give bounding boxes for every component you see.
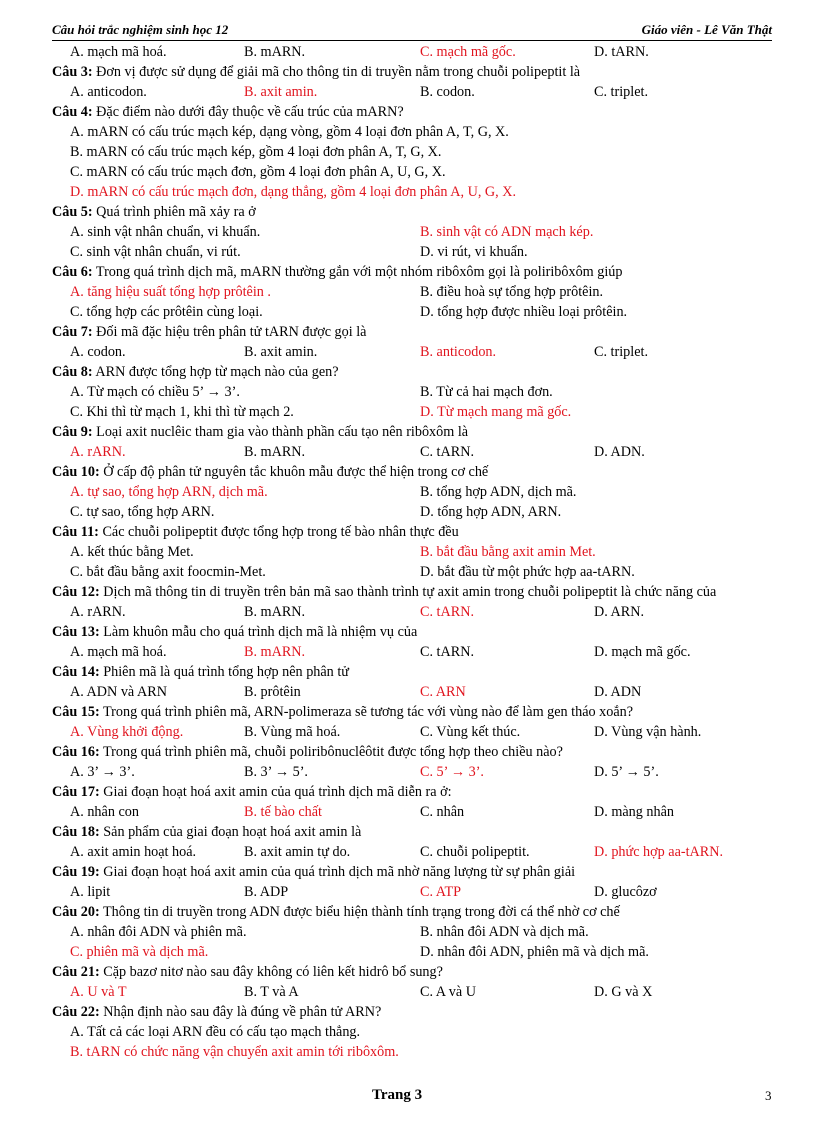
answer-options-row (52, 1042, 774, 1062)
question-list (52, 42, 774, 1062)
answer-option: B. 3’ → 5’. (244, 764, 308, 780)
answer-option: C. tự sao, tổng hợp ARN. (70, 504, 215, 520)
question-number: Câu 8: (52, 364, 93, 380)
answer-options-row (52, 482, 774, 502)
correct-answer-option: C. mạch mã gốc. (420, 44, 516, 60)
question-number: Câu 9: (52, 424, 93, 440)
answer-options-row (52, 562, 774, 582)
correct-answer-option: C. ATP (420, 884, 462, 900)
question (52, 262, 774, 282)
answer-option: C. nhân (420, 804, 465, 820)
answer-option: D. tổng hợp được nhiều loại prôtêin. (420, 304, 628, 320)
question-text: Trong quá trình phiên mã, chuỗi poliribônuclêôtit được tổng hợp theo chiều nào? (99, 744, 563, 760)
answer-options-row (52, 1022, 774, 1042)
question-text: Quá trình phiên mã xảy ra ở (92, 204, 256, 220)
question-number: Câu 12: (52, 584, 100, 600)
correct-answer-option: B. anticodon. (420, 344, 497, 360)
question-text: Cặp bazơ nitơ nào sau đây không có liên kết hidrô bổ sung? (99, 964, 443, 980)
answer-option: B. codon. (420, 84, 475, 100)
correct-answer-option: C. tARN. (420, 604, 474, 620)
answer-option: A. 3’ → 3’. (70, 764, 135, 780)
answer-options-row (52, 82, 774, 102)
answer-options-row (52, 542, 774, 562)
question-number: Câu 11: (52, 524, 99, 540)
answer-options-row (52, 402, 774, 422)
answer-option: D. G và X (594, 984, 653, 1000)
answer-option: C. Vùng kết thúc. (420, 724, 521, 740)
answer-options-row (52, 382, 774, 402)
correct-answer-option: A. rARN. (70, 444, 126, 460)
question-text: Sản phẩm của giai đoạn hoạt hoá axit amin là (99, 824, 362, 840)
question (52, 322, 774, 342)
answer-option: D. mạch mã gốc. (594, 644, 691, 660)
header-subject: Câu hỏi trắc nghiệm sinh học 12 (52, 22, 229, 37)
correct-answer-option: C. ARN (420, 684, 466, 700)
question-number: Câu 10: (52, 464, 100, 480)
answer-option: D. bắt đầu từ một phức hợp aa-tARN. (420, 564, 635, 580)
answer-options-row (52, 162, 774, 182)
question (52, 902, 774, 922)
answer-options-row (52, 342, 774, 362)
answer-option: C. tARN. (420, 444, 474, 460)
correct-answer-option: B. mARN. (244, 644, 306, 660)
answer-options-row (52, 942, 774, 962)
answer-option: D. glucôzơ (594, 884, 657, 900)
answer-option: C. tARN. (420, 644, 474, 660)
answer-option: C. sinh vật nhân chuẩn, vi rút. (70, 244, 241, 260)
answer-option: D. ARN. (594, 604, 645, 620)
question-number: Câu 21: (52, 964, 100, 980)
answer-options-row (52, 122, 774, 142)
answer-option: D. màng nhân (594, 804, 674, 820)
answer-option: B. Từ cả hai mạch đơn. (420, 384, 553, 400)
answer-options-row (52, 222, 774, 242)
correct-answer-option: B. tế bào chất (244, 804, 323, 820)
answer-option: B. mARN. (244, 444, 306, 460)
answer-option: A. rARN. (70, 604, 126, 620)
answer-options-row (52, 922, 774, 942)
question (52, 362, 774, 382)
question-number: Câu 4: (52, 104, 93, 120)
answer-options-row (52, 882, 774, 902)
answer-options-row (52, 42, 774, 62)
correct-answer-option: B. bắt đầu bằng axit amin Met. (420, 544, 596, 560)
question-number: Câu 14: (52, 664, 100, 680)
answer-option: C. A và U (420, 984, 476, 1000)
correct-answer-option: B. sinh vật có ADN mạch kép. (420, 224, 594, 240)
answer-option: A. codon. (70, 344, 126, 360)
answer-option: B. axit amin tự do. (244, 844, 351, 860)
question (52, 782, 774, 802)
question-text: Đặc điểm nào dưới đây thuộc về cấu trúc của mARN? (92, 104, 404, 120)
question-number: Câu 19: (52, 864, 100, 880)
answer-option: B. mARN. (244, 44, 306, 60)
correct-answer-option: B. tARN có chức năng vận chuyển axit amin tới ribôxôm. (70, 1044, 399, 1060)
answer-option: A. mạch mã hoá. (70, 644, 167, 660)
question-text: Giai đoạn hoạt hoá axit amin của quá trình dịch mã diễn ra ở: (99, 784, 452, 800)
answer-option: B. nhân đôi ADN và dịch mã. (420, 924, 589, 940)
answer-option: D. 5’ → 5’. (594, 764, 659, 780)
question-text: Trong quá trình phiên mã, ARN-polimeraza sẽ tương tác với vùng nào để làm gen tháo xoắn? (99, 704, 634, 720)
question-number: Câu 22: (52, 1004, 100, 1020)
answer-option: D. ADN (594, 684, 642, 700)
question-number: Câu 6: (52, 264, 93, 280)
correct-answer-option: C. phiên mã và dịch mã. (70, 944, 209, 960)
answer-option: C. tổng hợp các prôtêin cùng loại. (70, 304, 263, 320)
answer-option: B. ADP (244, 884, 289, 900)
answer-option: A. anticodon. (70, 84, 147, 100)
answer-option: A. mARN có cấu trúc mạch kép, dạng vòng, gồm 4 loại đơn phân A, T, G, X. (70, 124, 509, 140)
question (52, 582, 774, 602)
question-number: Câu 18: (52, 824, 100, 840)
question (52, 622, 774, 642)
question-text: Làm khuôn mẫu cho quá trình dịch mã là nhiệm vụ của (99, 624, 418, 640)
answer-options-row (52, 182, 774, 202)
question (52, 662, 774, 682)
answer-options-row (52, 602, 774, 622)
answer-option: B. mARN. (244, 604, 306, 620)
correct-answer-option: D. mARN có cấu trúc mạch đơn, dạng thẳng, gồm 4 loại đơn phân A, U, G, X. (70, 184, 517, 200)
answer-options-row (52, 802, 774, 822)
question-number: Câu 15: (52, 704, 100, 720)
answer-option: B. axit amin. (244, 344, 318, 360)
question-text: ARN được tổng hợp từ mạch nào của gen? (92, 364, 339, 380)
question (52, 462, 774, 482)
answer-option: B. Vùng mã hoá. (244, 724, 341, 740)
answer-option: A. kết thúc bằng Met. (70, 544, 194, 560)
correct-answer-option: A. U và T (70, 984, 127, 1000)
question (52, 742, 774, 762)
answer-option: B. mARN có cấu trúc mạch kép, gồm 4 loại đơn phân A, T, G, X. (70, 144, 442, 160)
answer-options-row (52, 502, 774, 522)
question (52, 962, 774, 982)
answer-option: A. Tất cả các loại ARN đều có cấu tạo mạch thẳng. (70, 1024, 361, 1040)
question-text: Ở cấp độ phân tử nguyên tắc khuôn mẫu được thể hiện trong cơ chế (99, 464, 489, 480)
answer-option: D. nhân đôi ADN, phiên mã và dịch mã. (420, 944, 649, 960)
question (52, 1002, 774, 1022)
question-number: Câu 3: (52, 64, 93, 80)
answer-options-row (52, 682, 774, 702)
correct-answer-option: C. 5’ → 3’. (420, 764, 484, 780)
question (52, 522, 774, 542)
answer-option: C. mARN có cấu trúc mạch đơn, gồm 4 loại đơn phân A, U, G, X. (70, 164, 446, 180)
answer-option: A. ADN và ARN (70, 684, 167, 700)
answer-option: C. bắt đầu bằng axit foocmin-Met. (70, 564, 266, 580)
question (52, 202, 774, 222)
answer-options-row (52, 302, 774, 322)
answer-option: C. Khi thì từ mạch 1, khi thì từ mạch 2. (70, 404, 294, 420)
question-number: Câu 16: (52, 744, 100, 760)
correct-answer-option: B. axit amin. (244, 84, 318, 100)
answer-option: B. prôtêin (244, 684, 301, 700)
answer-option: A. sinh vật nhân chuẩn, vi khuẩn. (70, 224, 261, 240)
answer-option: B. tổng hợp ADN, dịch mã. (420, 484, 577, 500)
question (52, 702, 774, 722)
answer-option: D. vi rút, vi khuẩn. (420, 244, 528, 260)
answer-options-row (52, 242, 774, 262)
question-text: Đối mã đặc hiệu trên phân tử tARN được gọi là (92, 324, 367, 340)
correct-answer-option: D. Từ mạch mang mã gốc. (420, 404, 572, 420)
answer-option: A. axit amin hoạt hoá. (70, 844, 197, 860)
question-text: Trong quá trình dịch mã, mARN thường gắn với một nhóm ribôxôm gọi là poliribôxôm giúp (92, 264, 623, 280)
correct-answer-option: A. Vùng khởi động. (70, 724, 184, 740)
question-text: Thông tin di truyền trong ADN được biểu hiện thành tính trạng trong đời cá thể nhờ cơ chế (99, 904, 620, 920)
question (52, 102, 774, 122)
answer-option: B. điều hoà sự tổng hợp prôtêin. (420, 284, 604, 300)
answer-option: A. nhân con (70, 804, 139, 820)
question-number: Câu 13: (52, 624, 100, 640)
header-teacher: Giáo viên - Lê Văn Thật (641, 22, 772, 37)
answer-options-row (52, 842, 774, 862)
answer-options-row (52, 762, 774, 782)
answer-option: C. triplet. (594, 84, 648, 100)
question-text: Nhận định nào sau đây là đúng về phân tử ARN? (99, 1004, 382, 1020)
answer-option: C. chuỗi polipeptit. (420, 844, 530, 860)
answer-option: D. tARN. (594, 44, 649, 60)
answer-option: A. Từ mạch có chiều 5’ → 3’. (70, 384, 240, 400)
question-number: Câu 17: (52, 784, 100, 800)
answer-options-row (52, 282, 774, 302)
question (52, 422, 774, 442)
correct-answer-option: A. tự sao, tổng hợp ARN, dịch mã. (70, 484, 268, 500)
question (52, 862, 774, 882)
question-text: Loại axit nuclêic tham gia vào thành phần cấu tạo nên ribôxôm là (92, 424, 469, 440)
answer-option: D. Vùng vận hành. (594, 724, 702, 740)
page-header (52, 22, 772, 41)
answer-option: D. tổng hợp ADN, ARN. (420, 504, 562, 520)
answer-option: A. nhân đôi ADN và phiên mã. (70, 924, 247, 940)
question-number: Câu 20: (52, 904, 100, 920)
question-text: Dịch mã thông tin di truyền trên bản mã sao thành trình tự axit amin trong chuỗi polipeptit là chức năng của (99, 584, 717, 600)
answer-option: C. triplet. (594, 344, 648, 360)
correct-answer-option: A. tăng hiệu suất tổng hợp prôtêin . (70, 284, 271, 300)
question-text: Đơn vị được sử dụng để giải mã cho thông tin di truyền nằm trong chuỗi polipeptit là (92, 64, 581, 80)
question-text: Phiên mã là quá trình tổng hợp nên phân tử (99, 664, 349, 680)
question (52, 822, 774, 842)
question-text: Giai đoạn hoạt hoá axit amin của quá trình dịch mã nhờ năng lượng từ sự phân giải (99, 864, 576, 880)
correct-answer-option: D. phức hợp aa-tARN. (594, 844, 724, 860)
answer-options-row (52, 642, 774, 662)
answer-options-row (52, 142, 774, 162)
page-number: 3 (765, 1088, 772, 1103)
answer-option: D. ADN. (594, 444, 645, 460)
question-number: Câu 5: (52, 204, 93, 220)
question-number: Câu 7: (52, 324, 93, 340)
answer-options-row (52, 982, 774, 1002)
answer-options-row (52, 722, 774, 742)
answer-options-row (52, 442, 774, 462)
answer-option: A. lipit (70, 884, 111, 900)
answer-option: A. mạch mã hoá. (70, 44, 167, 60)
answer-option: B. T và A (244, 984, 299, 1000)
question (52, 62, 774, 82)
question-text: Các chuỗi polipeptit được tổng hợp trong tế bào nhân thực đều (98, 524, 459, 540)
footer-page-label: Trang 3 (372, 1087, 423, 1103)
